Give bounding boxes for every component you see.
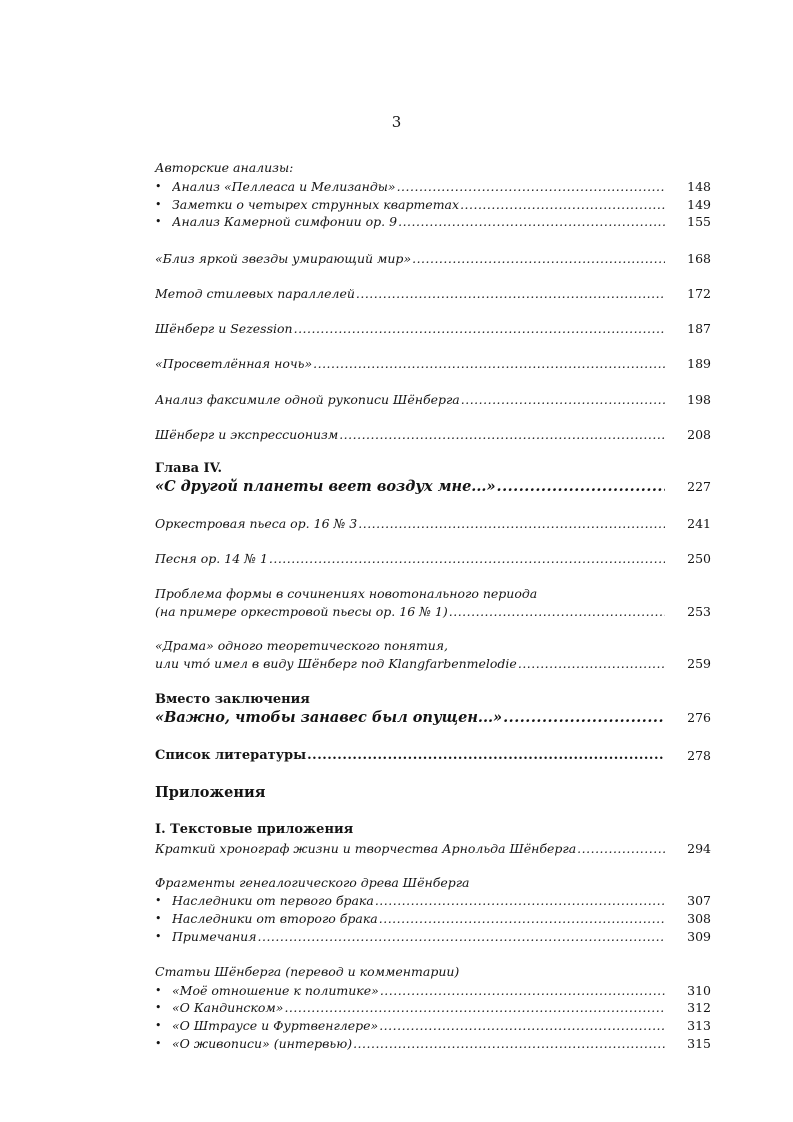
toc-entry-label: «Важно, чтобы занавес был опущен...» xyxy=(155,709,503,726)
leader-dots xyxy=(313,355,665,373)
toc-entry-page: 250 xyxy=(687,551,711,566)
toc-entry-label: «О живописи» (интервью) xyxy=(172,1036,353,1051)
toc-entry-page: 155 xyxy=(687,214,711,229)
bullet-icon: • xyxy=(155,1019,162,1032)
toc-entry[interactable] xyxy=(155,982,711,1000)
toc-entry-label: (на примере оркестровой пьесы ор. 16 № 1) xyxy=(155,604,448,619)
leader-dots xyxy=(461,391,665,409)
chapter-heading: Глава IV. xyxy=(155,461,222,476)
toc-entry-page: 241 xyxy=(687,516,711,531)
leader-dots xyxy=(397,178,665,196)
toc-entry[interactable] xyxy=(155,320,711,338)
toc-entry-page: 307 xyxy=(687,893,711,908)
toc-entry-label: Метод стилевых параллелей xyxy=(155,286,355,301)
toc-entry[interactable] xyxy=(155,655,711,673)
toc-entry-label: Анализ факсимиле одной рукописи Шёнберга xyxy=(155,392,460,407)
toc-entry-page: 253 xyxy=(687,604,711,619)
toc-entry-chapter[interactable] xyxy=(155,709,711,727)
bullet-icon: • xyxy=(155,1037,162,1050)
toc-entry-label: «С другой планеты веет воздух мне...» xyxy=(155,478,496,495)
leader-dots xyxy=(577,840,665,858)
toc-entry-label: Заметки о четырех струнных квартетах xyxy=(172,197,460,212)
toc-entry-label: «Просветлённая ночь» xyxy=(155,356,313,371)
bullet-icon: • xyxy=(155,912,162,925)
toc-entry-label: «О Кандинском» xyxy=(172,1000,284,1015)
leader-dots xyxy=(518,655,665,673)
toc-entry[interactable] xyxy=(155,355,711,373)
toc-entry[interactable] xyxy=(155,550,711,568)
leader-dots xyxy=(356,285,665,303)
bullet-icon: • xyxy=(155,215,162,228)
leader-dots xyxy=(258,928,665,946)
toc-entry[interactable] xyxy=(155,285,711,303)
toc-entry[interactable] xyxy=(155,178,711,196)
toc-entry-label: Песня ор. 14 № 1 xyxy=(155,551,268,566)
leader-dots xyxy=(339,426,665,444)
section-title-genealogy: Фрагменты генеалогического древа Шёнберга xyxy=(155,875,470,890)
conclusion-heading: Вместо заключения xyxy=(155,692,310,707)
leader-dots xyxy=(353,1035,665,1053)
page-number: 3 xyxy=(391,113,402,131)
toc-entry[interactable] xyxy=(155,999,711,1017)
toc-entry-page: 278 xyxy=(687,748,711,763)
toc-entry-page: 313 xyxy=(687,1018,711,1033)
toc-entry-label: «Моё отношение к политике» xyxy=(172,983,379,998)
toc-entry[interactable] xyxy=(155,515,711,533)
toc-entry[interactable] xyxy=(155,391,711,409)
toc-entry-page: 187 xyxy=(687,321,711,336)
toc-entry-label: Анализ Камерной симфонии ор. 9 xyxy=(172,214,398,229)
toc-entry-page: 312 xyxy=(687,1000,711,1015)
bullet-icon: • xyxy=(155,930,162,943)
bullet-icon: • xyxy=(155,198,162,211)
toc-entry-line1: Проблема формы в сочинениях новотонального периода xyxy=(155,586,538,601)
toc-entry-page: 227 xyxy=(687,479,711,494)
toc-entry-page: 172 xyxy=(687,286,711,301)
toc-entry-page: 308 xyxy=(687,911,711,926)
leader-dots xyxy=(269,550,665,568)
leader-dots xyxy=(503,709,665,727)
bullet-icon: • xyxy=(155,984,162,997)
toc-entry-label: Шёнберг и экспрессионизм xyxy=(155,427,339,442)
toc-entry-page: 259 xyxy=(687,656,711,671)
leader-dots xyxy=(294,320,665,338)
toc-entry-page: 208 xyxy=(687,427,711,442)
toc-entry-page: 198 xyxy=(687,392,711,407)
leader-dots xyxy=(460,196,665,214)
toc-entry-label: Список литературы xyxy=(155,748,307,763)
toc-entry-page: 168 xyxy=(687,251,711,266)
toc-entry[interactable] xyxy=(155,892,711,910)
leader-dots xyxy=(307,747,665,765)
leader-dots xyxy=(358,515,665,533)
toc-entry[interactable] xyxy=(155,213,711,231)
toc-entry[interactable] xyxy=(155,603,711,621)
leader-dots xyxy=(284,999,665,1017)
toc-entry-page: 310 xyxy=(687,983,711,998)
toc-entry-page: 148 xyxy=(687,179,711,194)
leader-dots xyxy=(379,1017,665,1035)
toc-entry-label: Наследники от второго брака xyxy=(172,911,378,926)
toc-entry-label: «Близ яркой звезды умирающий мир» xyxy=(155,251,412,266)
toc-entry-label: Краткий хронограф жизни и творчества Арнольда Шёнберга xyxy=(155,841,577,856)
toc-entry-bibliography[interactable] xyxy=(155,747,711,765)
toc-entry[interactable] xyxy=(155,1017,711,1035)
toc-entry-page: 149 xyxy=(687,197,711,212)
bullet-icon: • xyxy=(155,894,162,907)
toc-entry[interactable] xyxy=(155,910,711,928)
toc-entry-page: 189 xyxy=(687,356,711,371)
toc-entry-label: Шёнберг и Sezession xyxy=(155,321,293,336)
toc-entry[interactable] xyxy=(155,426,711,444)
toc-entry-label: или что́ имел в виду Шёнберг под Klangfarbenmelodie xyxy=(155,656,517,671)
appendices-heading: Приложения xyxy=(155,784,266,801)
section-title-author-analyses: Авторские анализы: xyxy=(155,160,294,175)
toc-entry-page: 276 xyxy=(687,710,711,725)
bullet-icon: • xyxy=(155,1001,162,1014)
leader-dots xyxy=(449,603,665,621)
toc-entry-label: Анализ «Пеллеаса и Мелизанды» xyxy=(172,179,396,194)
toc-entry-label: Наследники от первого брака xyxy=(172,893,374,908)
toc-entry-chapter[interactable] xyxy=(155,478,711,496)
toc-entry-page: 315 xyxy=(687,1036,711,1051)
toc-entry[interactable] xyxy=(155,1035,711,1053)
toc-entry-label: «О Штраусе и Фуртвенглере» xyxy=(172,1018,379,1033)
leader-dots xyxy=(379,910,665,928)
toc-entry-line1: «Драма» одного теоретического понятия, xyxy=(155,638,449,653)
leader-dots xyxy=(412,250,665,268)
toc-entry[interactable] xyxy=(155,196,711,214)
leader-dots xyxy=(497,478,665,496)
bullet-icon: • xyxy=(155,180,162,193)
toc-entry-page: 294 xyxy=(687,841,711,856)
toc-entry[interactable] xyxy=(155,840,711,858)
leader-dots xyxy=(380,982,665,1000)
toc-entry-label: Примечания xyxy=(172,929,257,944)
appendix-section-heading: I. Текстовые приложения xyxy=(155,822,354,837)
leader-dots xyxy=(375,892,665,910)
toc-entry-label: Оркестровая пьеса ор. 16 № 3 xyxy=(155,516,358,531)
leader-dots xyxy=(398,213,665,231)
toc-entry[interactable] xyxy=(155,250,711,268)
toc-entry-page: 309 xyxy=(687,929,711,944)
section-title-articles: Статьи Шёнберга (перевод и комментарии) xyxy=(155,964,460,979)
toc-entry[interactable] xyxy=(155,928,711,946)
